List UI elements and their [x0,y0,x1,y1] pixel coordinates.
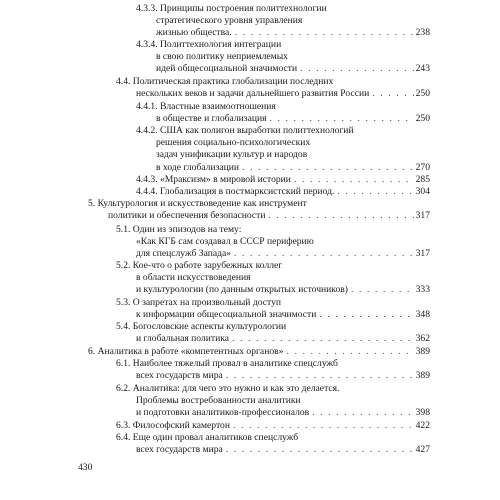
dot-leader [270,113,414,125]
dot-leader [337,186,413,198]
dot-leader [319,309,413,321]
toc-entry-line [136,27,430,39]
toc-page-number: 250 [415,88,430,100]
toc-entry-text: нескольких веков и задачи дальнейшего развития России [136,88,370,100]
toc-entry [116,358,430,382]
toc-entry [136,125,430,174]
toc-entry-text: и глобальная политика [136,333,229,345]
toc-entry [88,198,430,222]
toc-entry [116,260,430,297]
toc-page-number: 427 [415,444,430,456]
toc-entry-text: 6.4. Еще один провал аналитиков спецслужб [116,432,299,443]
toc-entry-text: 5.2. Кое-что о работе зарубежных коллег [116,260,283,271]
toc-entry-text: Проблемы востребованности аналитики [136,395,301,407]
toc-entry-text: для спецслужб Запада» [136,248,232,260]
dot-leader [300,63,413,75]
toc-entry-line [116,420,430,432]
toc-entry-text: 4.4. Политическая практика глобализации последних [116,76,334,87]
toc-entry-line [116,432,430,444]
toc-entry [116,432,430,456]
toc-page-number: 398 [415,407,430,419]
toc-entry-text: жизнью общества. [156,27,232,39]
toc-entry-text: в области искусствоведения [136,272,251,284]
toc-entry-text: в ходе глобализации [156,161,240,173]
toc-page-number: 348 [415,309,430,321]
toc-entry-line [136,51,430,63]
dot-leader [226,444,414,456]
toc-entry-line [136,186,430,198]
toc-entry-text: 6.1. Наиболее тяжелый провал в аналитике спецслужб [116,358,338,369]
toc-entry-line [116,236,430,248]
toc-entry [116,321,430,345]
toc-entry-text: 6.2. Аналитика: для чего это нужно и как это делается. [116,383,340,394]
toc-entry-text: стратегического уровня управления [156,15,303,27]
toc-entry-text: «Как КГБ сам создавал в СССР периферию [136,236,314,248]
dot-leader [372,88,413,100]
dot-leader [268,210,413,222]
toc-entry [136,101,430,125]
toc-entry-line [116,260,430,272]
toc-entry-line [116,395,430,407]
toc-entry-text: 4.4.4. Глобализация в постмарксистский период. [136,186,335,197]
toc-entry-line [136,15,430,27]
toc-entry [116,383,430,420]
toc-entry [116,76,430,100]
toc-entry-text: 4.3.4. Политтехнология интеграции [136,39,282,50]
dot-leader [294,174,414,186]
toc-entry-text: и подготовки аналитиков-профессионалов [136,407,310,419]
toc-entry-line [116,284,430,296]
dot-leader [233,420,414,432]
toc-entry-line [116,88,430,100]
dot-leader [235,27,414,39]
toc-entry-text: решения социально-психологических [156,137,311,149]
toc-entry [88,346,430,358]
toc-page-number: 238 [415,27,430,39]
toc-entry-text: 4.4.1. Властные взаимоотношения [136,101,276,112]
toc-entry-text: 6.3. Философский камертон [116,420,230,431]
toc-entry [136,3,430,40]
toc-entry [136,174,430,186]
toc-entry-line [116,248,430,260]
toc-entry-line [136,39,430,51]
toc-entry-line [136,162,430,174]
toc-entry-text: и культурологии (по данным открытых источников) [136,284,348,296]
toc-entry-line [116,358,430,370]
toc-entry-line [116,383,430,395]
toc-entry-line [116,333,430,345]
toc-entry-line [116,309,430,321]
toc-page-number: 389 [415,370,430,382]
toc-entry [136,186,430,198]
toc-entry-line [116,370,430,382]
dot-leader [226,370,414,382]
toc-page-number: 317 [415,248,430,260]
toc-entry-text: 4.3.3. Принципы построения политтехнологии [136,3,327,14]
toc-entry-text: всех государств мира [136,444,223,456]
toc-entry [116,420,430,432]
toc-entry [116,297,430,321]
toc-entry-line [136,101,430,113]
toc-page-number: 250 [415,113,430,125]
toc-entry-text: 5.1. Один из эпизодов на тему: [116,224,242,235]
toc-entry-line [136,113,430,125]
toc-entry-line [136,63,430,75]
toc-entry-line [88,346,430,358]
dot-leader [234,248,414,260]
toc-page-number: 285 [415,174,430,185]
toc-entry-text: 4.4.3. «Мраксизм» в мировой истории [136,174,291,185]
toc-page-number: 304 [415,186,430,197]
dot-leader [351,284,414,296]
toc-entry-text: 4.4.2. США как полигон выработки политтехнологий [136,125,354,136]
toc-entry-line [116,407,430,419]
dot-leader [242,162,414,174]
dot-leader [286,346,413,358]
toc-entry-text: 5. Культурология и искусствоведение как инструмент [88,198,307,209]
toc-entry-line [136,125,430,137]
toc-entry-text: 5.4. Богословские аспекты культурологии [116,321,287,332]
toc-entry-text: в обществе и глобализация [156,113,267,125]
toc-entry-line [136,137,430,149]
toc-page-number: 243 [415,63,430,75]
toc-page-number: 317 [415,210,430,222]
toc-page-number: 270 [415,161,430,173]
toc-entry-line [116,297,430,309]
toc-entry-text: 6. Аналитика в работе «компетентных органов» [88,346,284,357]
toc-entry-text: 5.3. О запретах на произвольный доступ [116,297,282,308]
dot-leader [312,407,413,419]
toc-entry-line [136,3,430,15]
toc-entry [136,39,430,76]
toc-entry-line [116,272,430,284]
toc-entry-line [116,76,430,88]
toc-entry-line [116,224,430,236]
dot-leader [232,333,414,345]
toc-entry-line [116,321,430,333]
toc-page-number: 362 [415,333,430,345]
toc-entry-text: в свою политику неприемлемых [156,51,288,63]
toc-entry-line [116,444,430,456]
toc-entry-text: к информации общесоциальной значимости [136,309,317,321]
toc-entry-text: политики и обеспечения безопасности [108,210,266,222]
toc-entry-line [136,174,430,186]
toc-entry [116,224,430,261]
toc-page-number: 422 [415,420,430,431]
toc-entry-text: задач унификации культур и народов [156,149,308,161]
toc-entry-text: всех государств мира [136,370,223,382]
page-folio: 430 [78,462,93,473]
toc-entry-line [88,210,430,222]
toc-entry-line [88,198,430,210]
toc-page-number: 389 [415,346,430,357]
toc-page-number: 333 [415,284,430,296]
toc-entry-line [136,149,430,161]
toc-entry-text: идей общесоциальной значимости [156,63,298,75]
